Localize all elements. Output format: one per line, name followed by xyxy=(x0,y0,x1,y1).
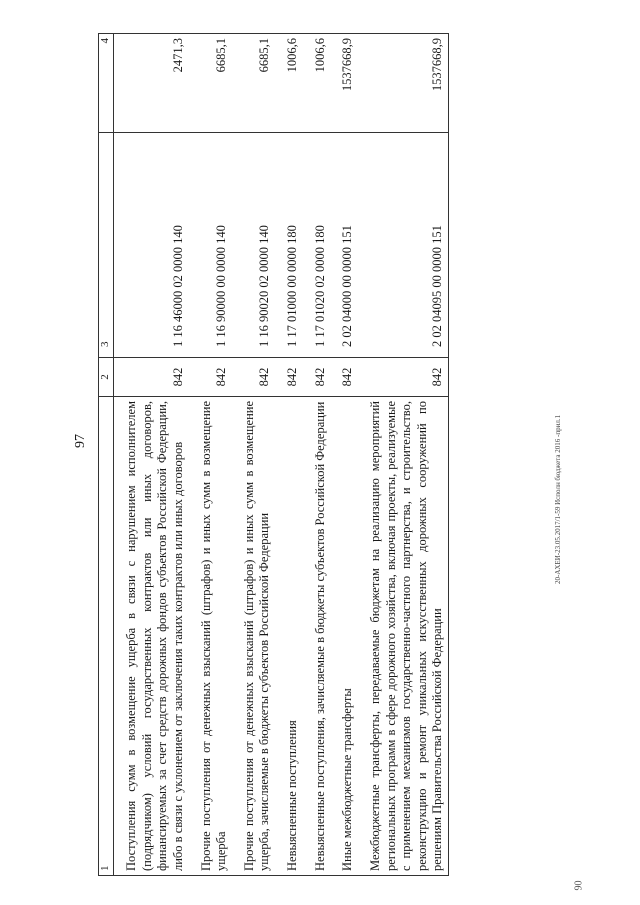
row-amount: 6685,1 xyxy=(189,34,232,133)
row-name: Прочие поступления от денежных взысканий (штрафов) и иных сумм в возмещение ущерба, зачисляемые в бюджеты субъектов Российской Федерации xyxy=(232,397,275,876)
row-amount: 1537668,9 xyxy=(358,34,449,133)
row-admin-code: 842 xyxy=(330,358,358,397)
row-amount: 1006,6 xyxy=(275,34,303,133)
header-col-2: 2 xyxy=(99,358,114,397)
row-budget-code: 1 17 01000 00 0000 180 xyxy=(275,133,303,358)
row-budget-code: 1 16 90000 00 0000 140 xyxy=(189,133,232,358)
table-row xyxy=(275,34,303,876)
table-row xyxy=(358,34,449,876)
row-budget-code: 1 16 90020 02 0000 140 xyxy=(232,133,275,358)
row-admin-code: 842 xyxy=(232,358,275,397)
table-row xyxy=(232,34,275,876)
row-name: Иные межбюджетные трансферты xyxy=(330,397,358,876)
row-name: Межбюджетные трансферты, передаваемые бюджетам на реализацию мероприятий региональных программ в сфере дорожного хозяйства, включая проекты, реализуемые с применением механизмов государственно-частного партнерства, и строительство, реконструкцию и ремонт уникальных искусственных дорожных сооружений по решениям Правительства Российской Федерации xyxy=(358,397,449,876)
footer-filename: 20-АХЕИ-23.05.2017/1-59 Исполн бюджета 2016 -прил.1 xyxy=(554,414,562,584)
table-row xyxy=(189,34,232,876)
row-budget-code: 1 16 46000 02 0000 140 xyxy=(114,133,189,358)
header-col-1: 1 xyxy=(99,397,114,876)
row-admin-code: 842 xyxy=(303,358,331,397)
table-row xyxy=(114,34,189,876)
page-number: 97 xyxy=(73,434,88,448)
row-amount: 1537668,9 xyxy=(330,34,358,133)
header-row xyxy=(99,34,114,876)
row-name: Прочие поступления от денежных взысканий (штрафов) и иных сумм в возмещение ущерба xyxy=(189,397,232,876)
row-name: Невыясненные поступления, зачисляемые в бюджеты субъектов Российской Федерации xyxy=(303,397,331,876)
revenue-table xyxy=(98,33,449,876)
header-col-3: 3 xyxy=(99,133,114,358)
table-row xyxy=(303,34,331,876)
table-row xyxy=(330,34,358,876)
row-name: Невыясненные поступления xyxy=(275,397,303,876)
row-budget-code: 2 02 04000 00 0000 151 xyxy=(330,133,358,358)
header-col-4: 4 xyxy=(99,34,114,133)
row-amount: 1006,6 xyxy=(303,34,331,133)
row-admin-code: 842 xyxy=(358,358,449,397)
row-admin-code: 842 xyxy=(275,358,303,397)
rotated-table-container xyxy=(98,38,543,876)
row-budget-code: 1 17 01020 02 0000 180 xyxy=(303,133,331,358)
corner-number: 90 xyxy=(573,880,585,891)
row-admin-code: 842 xyxy=(189,358,232,397)
row-amount: 2471,3 xyxy=(114,34,189,133)
row-amount: 6685,1 xyxy=(232,34,275,133)
row-name: Поступления сумм в возмещение ущерба в связи с нарушением исполнителем (подрядчиком) условий государственных контрактов или иных договоров, финансируемых за счет средств дорожных фондов субъектов Российской Федерации, либо в связи с уклонением от заключения таких контрактов или иных договоров xyxy=(114,397,189,876)
row-budget-code: 2 02 04095 00 0000 151 xyxy=(358,133,449,358)
row-admin-code: 842 xyxy=(114,358,189,397)
